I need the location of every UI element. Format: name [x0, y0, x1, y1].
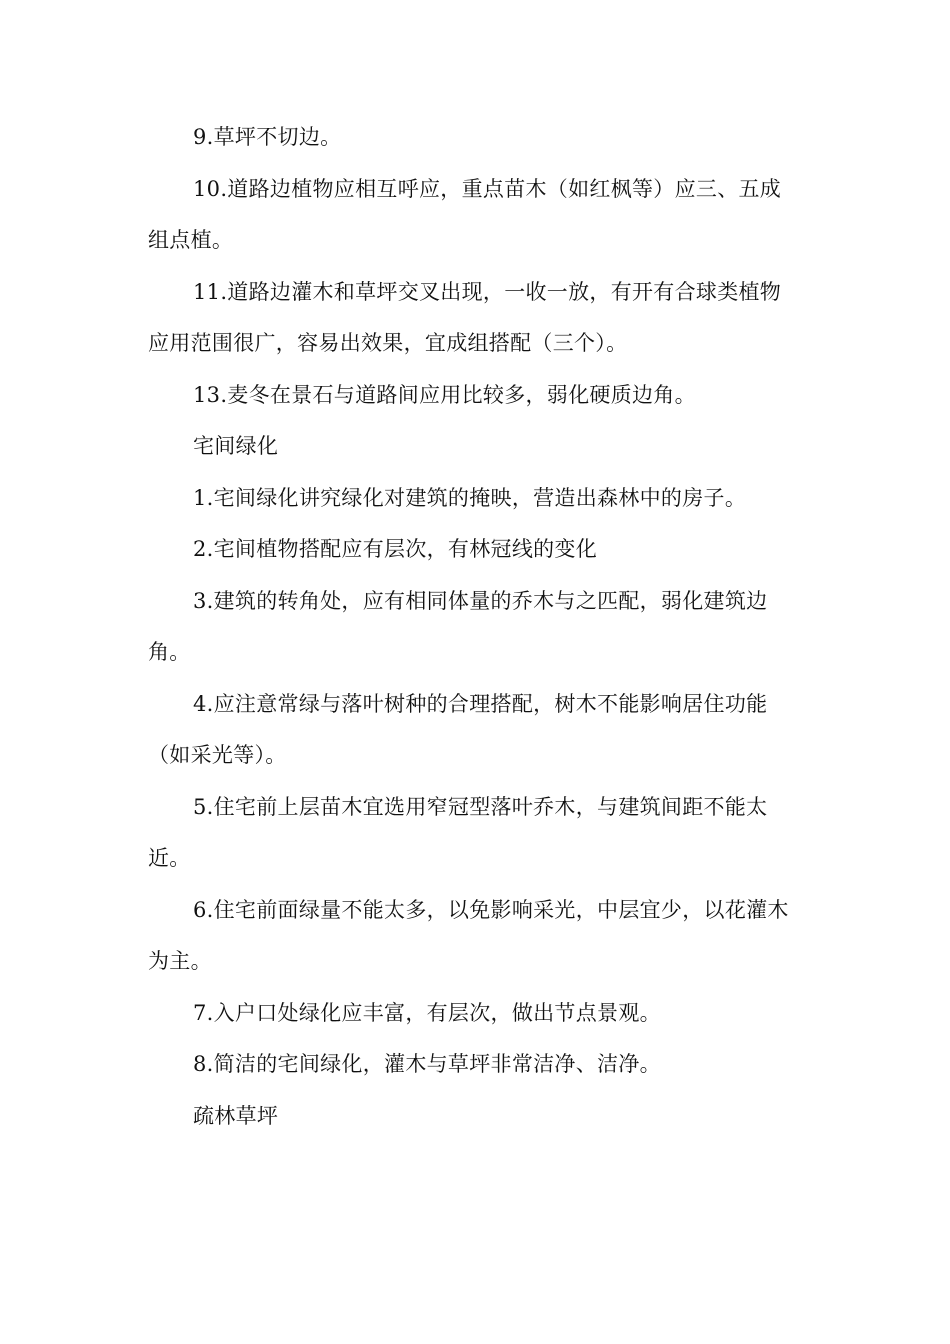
paragraph-item-7: 7.入户口处绿化应丰富，有层次，做出节点景观。 [193, 1000, 661, 1025]
paragraph-item-6: 6.住宅前面绿量不能太多，以免影响采光，中层宜少，以花灌木为主。 [148, 897, 789, 973]
paragraph-item-4: 4.应注意常绿与落叶树种的合理搭配，树木不能影响居住功能（如采光等）。 [148, 691, 768, 767]
paragraph-item-9: 9.草坪不切边。 [193, 125, 342, 149]
paragraph-item-11: 11.道路边灌木和草坪交叉出现，一收一放，有开有合球类植物应用范围很广，容易出效果，宜成组搭配（三个）。 [148, 279, 782, 355]
section-heading-sparse-forest-lawn: 疏林草坪 [193, 1103, 279, 1128]
paragraph-item-5: 5.住宅前上层苗木宜选用窄冠型落叶乔木，与建筑间距不能太近。 [148, 794, 768, 870]
paragraph-item-13: 13.麦冬在景石与道路间应用比较多，弱化硬质边角。 [193, 382, 696, 407]
paragraph-item-2: 2.宅间植物搭配应有层次，有林冠线的变化 [193, 537, 598, 561]
paragraph-item-10: 10.道路边植物应相互呼应，重点苗木（如红枫等）应三、五成组点植。 [148, 176, 782, 252]
paragraph-item-8: 8.简洁的宅间绿化，灌木与草坪非常洁净、洁净。 [193, 1052, 661, 1076]
paragraph-item-1: 1.宅间绿化讲究绿化对建筑的掩映，营造出森林中的房子。 [193, 485, 747, 510]
document-page [148, 112, 798, 1142]
section-heading-residential-greening: 宅间绿化 [193, 434, 279, 458]
paragraph-item-3: 3.建筑的转角处，应有相同体量的乔木与之匹配，弱化建筑边角。 [148, 588, 768, 664]
